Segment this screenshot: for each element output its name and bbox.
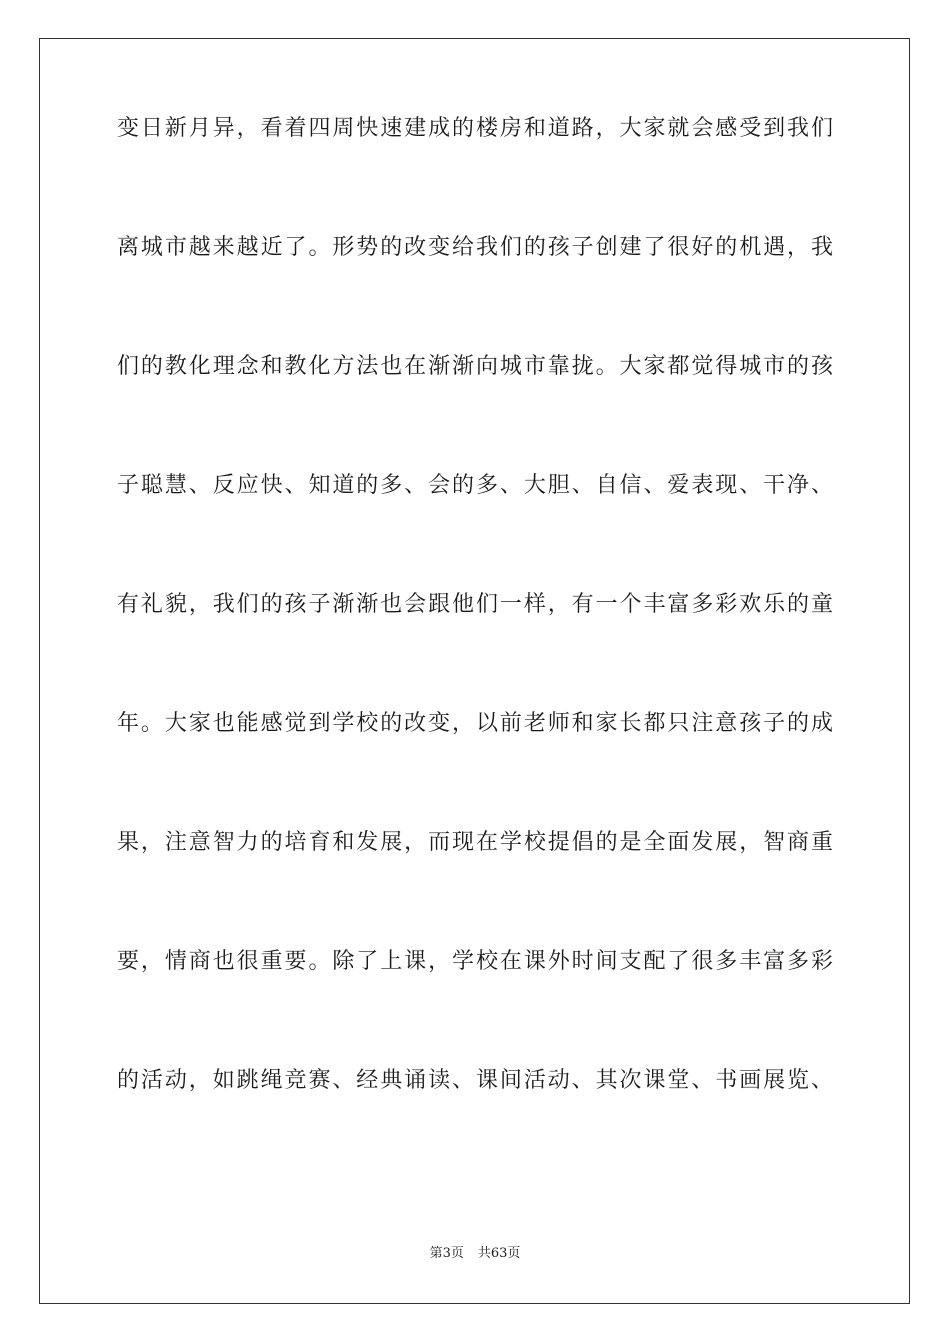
text-line-6: 年。大家也能感觉到学校的改变，以前老师和家长都只注意孩子的成 xyxy=(117,711,833,736)
text-line-3: 们的教化理念和教化方法也在渐渐向城市靠拢。大家都觉得城市的孩 xyxy=(117,354,833,379)
text-line-5: 有礼貌，我们的孩子渐渐也会跟他们一样，有一个丰富多彩欢乐的童 xyxy=(117,592,833,617)
text-line-2: 离城市越来越近了。形势的改变给我们的孩子创建了很好的机遇，我 xyxy=(117,235,833,260)
text-line-8: 要，情商也很重要。除了上课，学校在课外时间支配了很多丰富多彩 xyxy=(117,949,833,974)
page-number: 第3页 xyxy=(429,1246,464,1261)
text-line-4: 子聪慧、反应快、知道的多、会的多、大胆、自信、爱表现、干净、 xyxy=(117,473,833,498)
page-footer xyxy=(0,1244,950,1264)
text-line-1: 变日新月异，看着四周快速建成的楼房和道路，大家就会感受到我们 xyxy=(117,116,833,141)
text-line-7: 果，注意智力的培育和发展，而现在学校提倡的是全面发展，智商重 xyxy=(117,830,833,855)
document-body xyxy=(117,116,833,1163)
page-total: 共63页 xyxy=(477,1246,521,1261)
text-line-9: 的活动，如跳绳竞赛、经典诵读、课间活动、其次课堂、书画展览、 xyxy=(117,1068,833,1093)
